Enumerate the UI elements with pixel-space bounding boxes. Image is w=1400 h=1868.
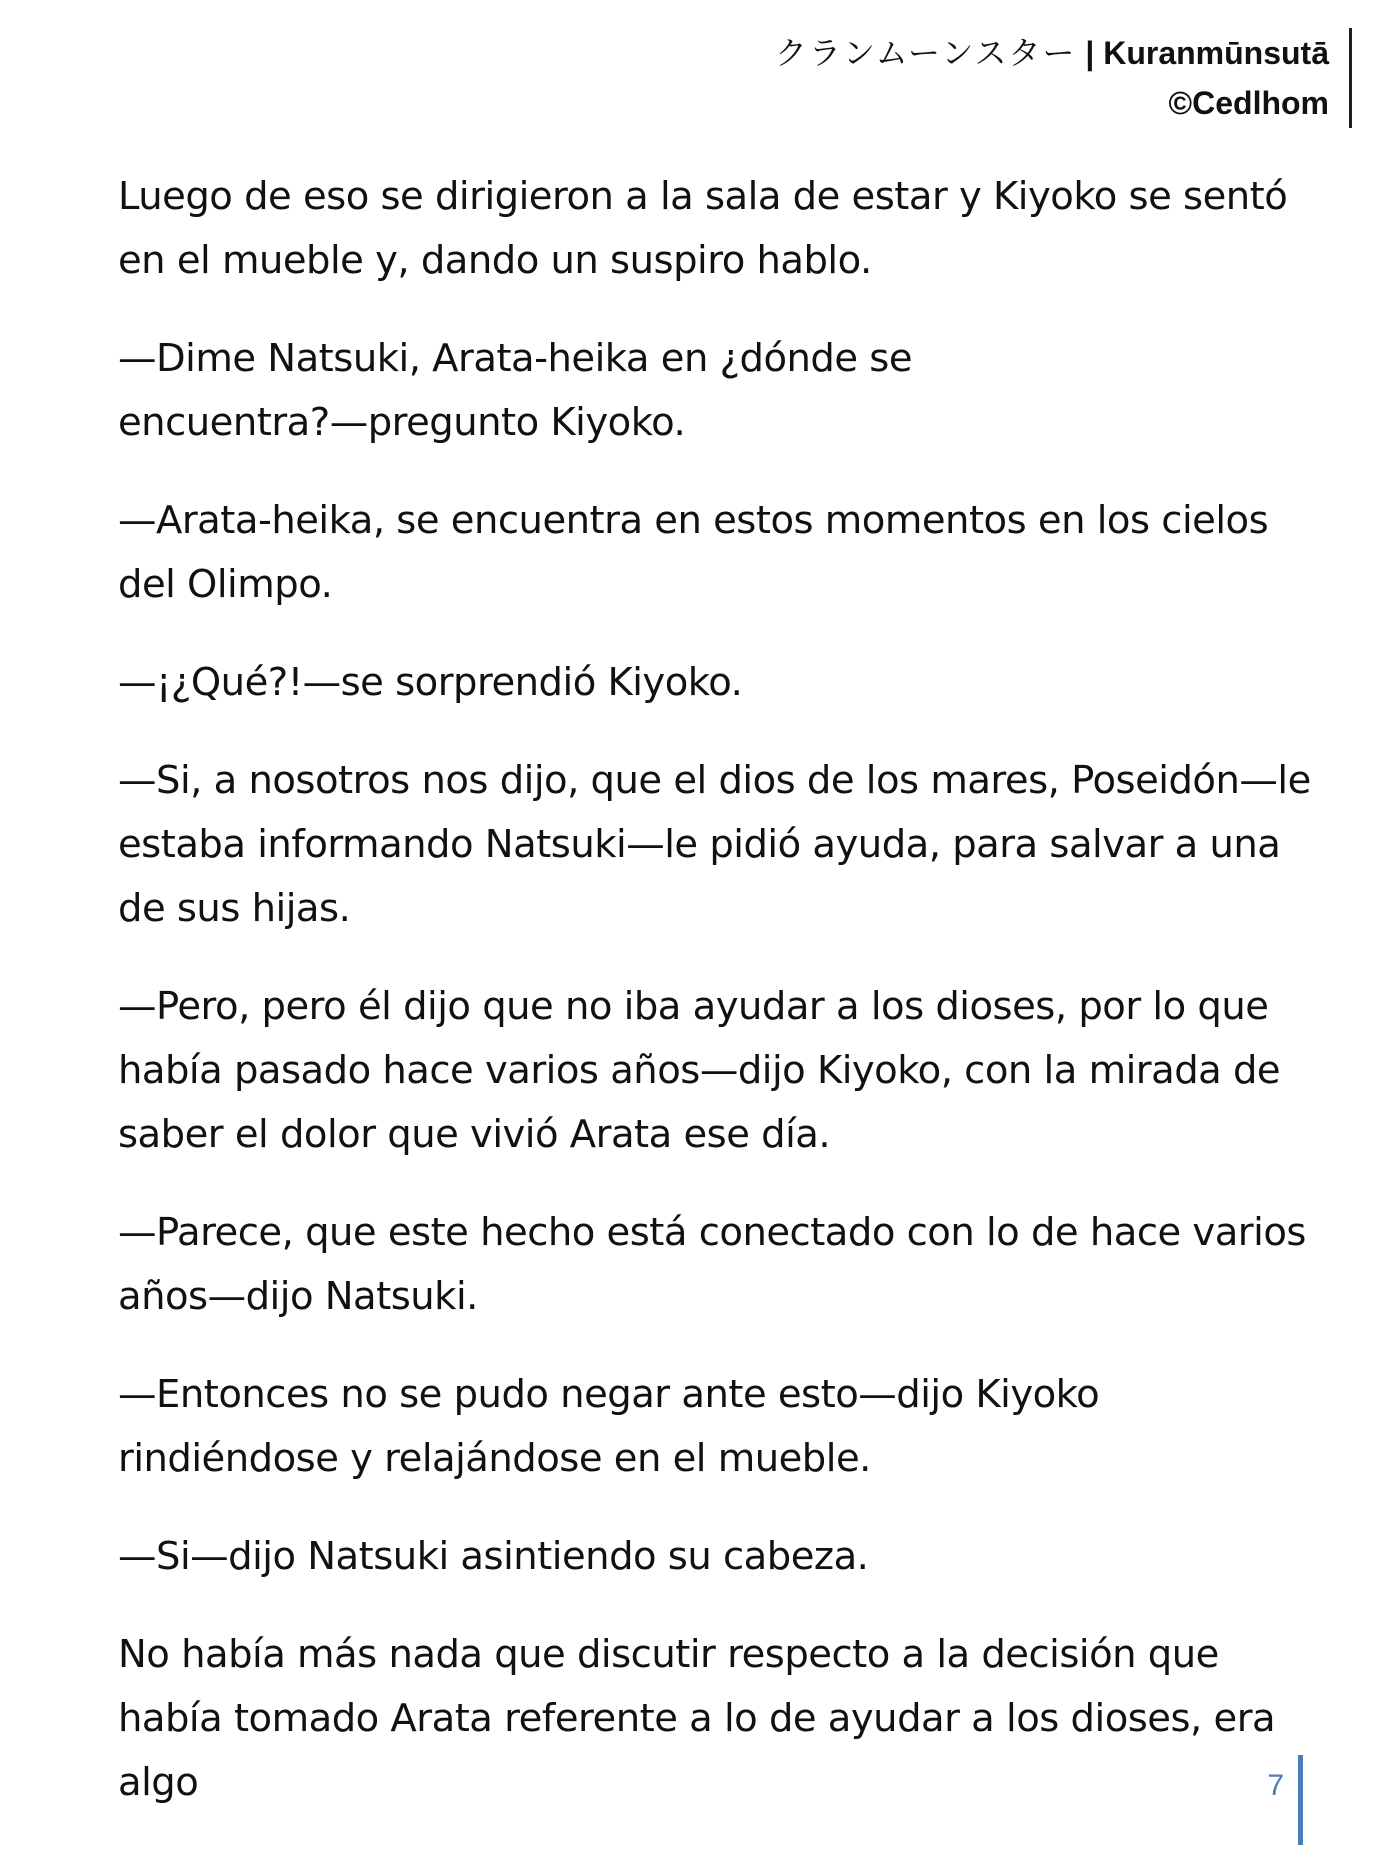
header-copyright: ©Cedlhom bbox=[1168, 85, 1329, 121]
paragraph: —Si—dijo Natsuki asintiendo su cabeza. bbox=[118, 1534, 869, 1579]
paragraph: No había más nada que discutir respecto a la decisión que había tomado Arata referente a lo de ayudar a los dioses, era algo bbox=[118, 1632, 1276, 1805]
paragraph: —Si, a nosotros nos dijo, que el dios de los mares, Poseidón—le estaba informando Natsuki—le pidió ayuda, para salvar a una de sus hijas. bbox=[118, 758, 1311, 931]
page-header bbox=[775, 28, 1352, 128]
header-title-romaji: Kuranmūnsutā bbox=[1103, 35, 1329, 71]
header-title-line bbox=[775, 28, 1329, 78]
header-title-jp: クランムーンスター bbox=[774, 34, 1077, 72]
paragraph: —Parece, que este hecho está conectado con lo de hace varios años—dijo Natsuki. bbox=[118, 1210, 1306, 1319]
page-footer bbox=[1250, 1755, 1303, 1845]
paragraph: —Dime Natsuki, Arata-heika en ¿dónde se encuentra?—pregunto Kiyoko. bbox=[118, 336, 913, 445]
page-number: 7 bbox=[1267, 1769, 1284, 1802]
header-separator: | bbox=[1085, 35, 1095, 71]
paragraph: —Pero, pero él dijo que no iba ayudar a los dioses, por lo que había pasado hace varios años—dijo Kiyoko, con la mirada de saber el dolor que vivió Arata ese día. bbox=[118, 984, 1281, 1157]
paragraph: —¡¿Qué?!—se sorprendió Kiyoko. bbox=[118, 660, 743, 705]
paragraph: —Arata-heika, se encuentra en estos momentos en los cielos del Olimpo. bbox=[118, 498, 1269, 607]
page-body bbox=[118, 165, 1318, 1849]
paragraph: Luego de eso se dirigieron a la sala de estar y Kiyoko se sentó en el mueble y, dando un suspiro hablo. bbox=[118, 174, 1288, 283]
paragraph: —Entonces no se pudo negar ante esto—dijo Kiyoko rindiéndose y relajándose en el mueble. bbox=[118, 1372, 1100, 1481]
